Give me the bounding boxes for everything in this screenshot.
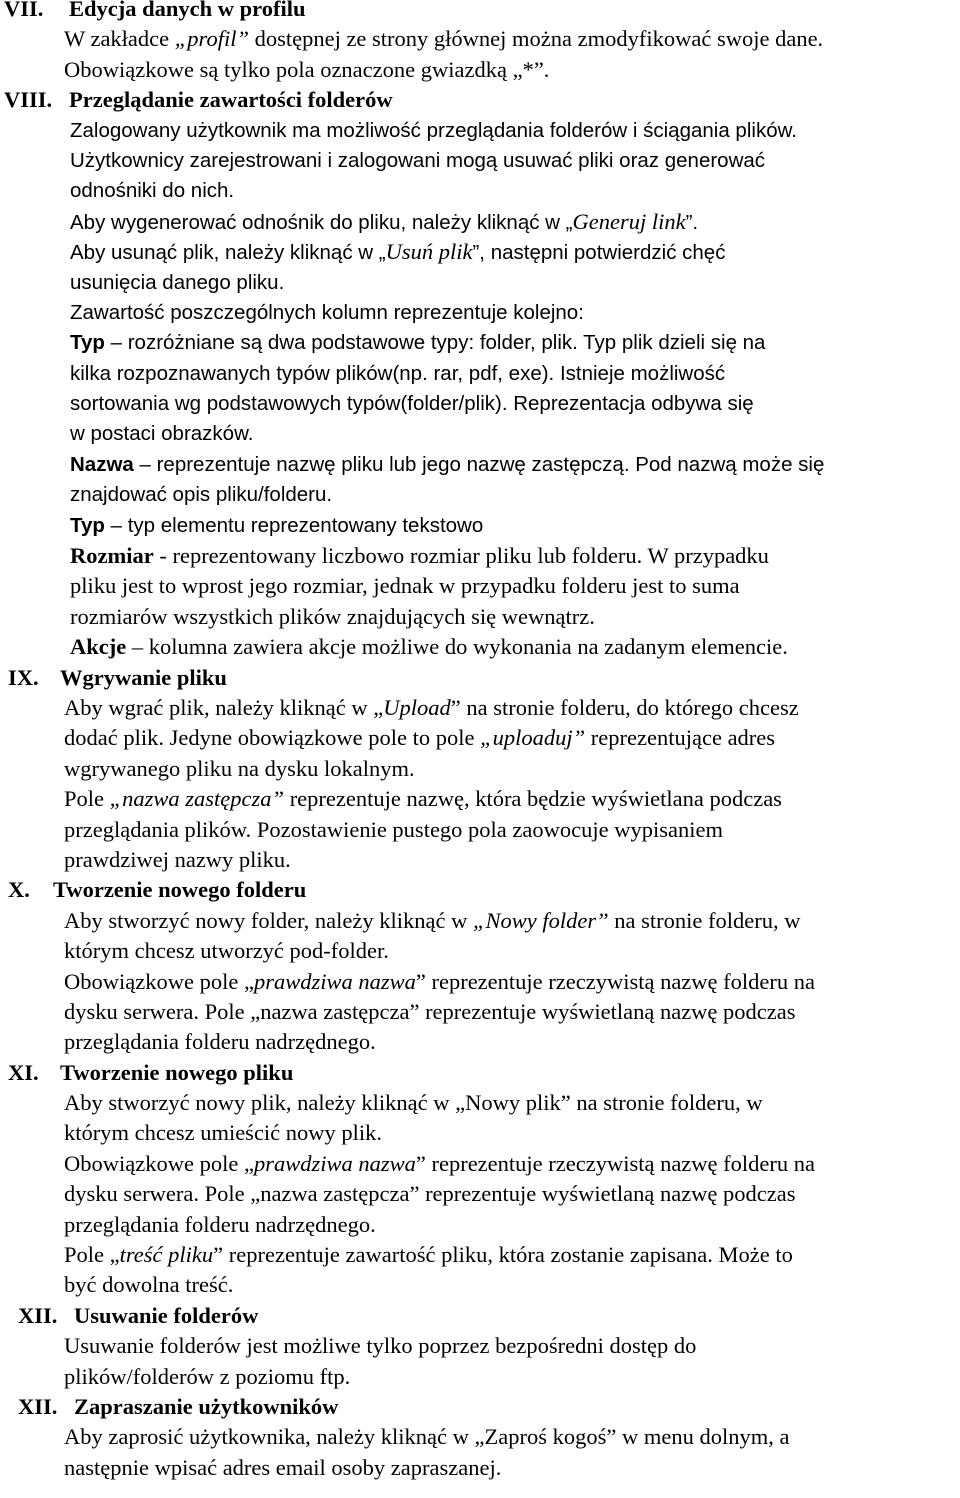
- text: Pole „: [64, 1242, 120, 1268]
- text: reprezentuje nazwę, która będzie wyświetlana podczas: [284, 786, 782, 812]
- text: na stronie folderu, w: [608, 907, 801, 933]
- text: Obowiązkowe pole „: [64, 968, 254, 994]
- paragraph-line: Aby stworzyć nowy plik, należy kliknąć w „Nowy plik” na stronie folderu, w: [64, 1090, 763, 1116]
- paragraph-line: Usuwanie folderów jest możliwe tylko poprzez bezpośredni dostęp do: [64, 1333, 697, 1359]
- paragraph-line: [0, 237, 960, 267]
- section-11-heading: [0, 1058, 960, 1088]
- text: dodać plik. Jedyne obowiązkowe pole to pole: [64, 725, 481, 751]
- paragraph-line: Zawartość poszczególnych kolumn reprezentuje kolejno:: [70, 300, 584, 324]
- paragraph-line: [0, 541, 960, 571]
- section-7-heading: [0, 0, 960, 24]
- emphasis: prawdziwa nazwa: [253, 1150, 416, 1176]
- section-title: Przeglądanie zawartości folderów: [69, 87, 393, 113]
- paragraph-line: dysku serwera. Pole „nazwa zastępcza” reprezentuje wyświetlaną nazwę podczas: [64, 998, 796, 1024]
- section-8-heading: [0, 85, 960, 115]
- text: reprezentujące adres: [585, 725, 776, 751]
- paragraph-line: usunięcia danego pliku.: [70, 270, 285, 294]
- paragraph-line: [0, 632, 960, 662]
- paragraph-line: być dowolna treść.: [64, 1272, 234, 1298]
- section-number: IX.: [8, 664, 39, 690]
- emphasis: „profil”: [174, 26, 249, 52]
- text: – typ elementu reprezentowany tekstowo: [104, 513, 484, 537]
- paragraph-line: dysku serwera. Pole „nazwa zastępcza” reprezentuje wyświetlaną nazwę podczas: [64, 1181, 796, 1207]
- paragraph-line: [0, 693, 960, 723]
- paragraph-line: [0, 207, 960, 237]
- paragraph-line: Użytkownicy zarejestrowani i zalogowani mogą usuwać pliki oraz generować: [70, 148, 766, 172]
- emphasis: prawdziwa nazwa: [253, 968, 416, 994]
- emphasis: „uploaduj”: [480, 725, 586, 751]
- emphasis: treść pliku: [119, 1242, 214, 1268]
- section-title: Tworzenie nowego folderu: [53, 877, 307, 903]
- paragraph-line: Obowiązkowe są tylko pola oznaczone gwiazdką „*”.: [64, 56, 550, 82]
- text: ”, następni potwierdzić chęć: [472, 241, 726, 265]
- text: Aby stworzyć nowy folder, należy kliknąć w: [64, 907, 473, 933]
- emphasis: Generuj link: [572, 208, 686, 234]
- paragraph-line: Aby zaprosić użytkownika, należy kliknąć w „Zaproś kogoś” w menu dolnym, a: [64, 1424, 790, 1450]
- text: Obowiązkowe pole „: [64, 1150, 254, 1176]
- paragraph-line: rozmiarów wszystkich plików znajdujących się wewnątrz.: [70, 603, 595, 629]
- paragraph-line: [0, 1240, 960, 1270]
- paragraph-line: sortowania wg podstawowych typów(folder/plik). Reprezentacja odbywa się: [70, 392, 754, 416]
- text: Pole: [64, 786, 110, 812]
- paragraph-line: plików/folderów z poziomu ftp.: [64, 1363, 351, 1389]
- text: – reprezentuje nazwę pliku lub jego nazwę zastępczą. Pod nazwą może się: [133, 452, 825, 476]
- paragraph-line: znajdować opis pliku/folderu.: [70, 483, 333, 507]
- text: – kolumna zawiera akcje możliwe do wykonania na zadanym elemencie.: [126, 634, 788, 660]
- paragraph-line: w postaci obrazków.: [70, 422, 254, 446]
- section-title: Usuwanie folderów: [74, 1302, 259, 1328]
- text: - reprezentowany liczbowo rozmiar pliku lub folderu. W przypadku: [153, 543, 769, 569]
- text: Aby wgrać plik, należy kliknąć w „: [64, 694, 384, 720]
- text: – rozróżniane są dwa podstawowe typy: folder, plik. Typ plik dzieli się na: [104, 331, 766, 355]
- section-10-heading: [0, 875, 960, 905]
- section-title: Zapraszanie użytkowników: [74, 1393, 339, 1419]
- section-number: VIII.: [4, 87, 53, 113]
- paragraph-line: [0, 967, 960, 997]
- paragraph-line: przeglądania folderu nadrzędnego.: [64, 1029, 376, 1055]
- paragraph-line: odnośniki do nich.: [70, 179, 235, 203]
- section-number: XII.: [18, 1302, 58, 1328]
- text: ” reprezentuje rzeczywistą nazwę folderu na: [415, 1150, 815, 1176]
- term: Akcje: [70, 634, 127, 660]
- paragraph-line: [0, 723, 960, 753]
- section-title: Wgrywanie pliku: [60, 664, 227, 690]
- section-title: Tworzenie nowego pliku: [60, 1059, 294, 1085]
- text: ”.: [685, 210, 699, 234]
- paragraph-line: wgrywanego pliku na dysku lokalnym.: [64, 755, 415, 781]
- section-number: XII.: [18, 1393, 58, 1419]
- paragraph-line: [0, 1149, 960, 1179]
- paragraph-line: którym chcesz umieścić nowy plik.: [64, 1120, 383, 1146]
- paragraph-line: następnie wpisać adres email osoby zapraszanej.: [64, 1454, 502, 1480]
- term: Nazwa: [70, 452, 134, 476]
- section-number: XI.: [8, 1059, 39, 1085]
- text: ” reprezentuje zawartość pliku, która zostanie zapisana. Może to: [213, 1242, 793, 1268]
- paragraph-line: kilka rozpoznawanych typów plików(np. rar, pdf, exe). Istnieje możliwość: [70, 361, 726, 385]
- section-number: X.: [8, 877, 30, 903]
- paragraph-line: [0, 328, 960, 358]
- term: Typ: [70, 331, 105, 355]
- paragraph-line: Zalogowany użytkownik ma możliwość przeglądania folderów i ściągania plików.: [70, 118, 797, 142]
- paragraph-line: przeglądania folderu nadrzędnego.: [64, 1211, 376, 1237]
- section-12-heading: [0, 1301, 960, 1331]
- section-13-heading: [0, 1392, 960, 1422]
- paragraph-line: prawdziwej nazwy pliku.: [64, 846, 291, 872]
- paragraph-line: którym chcesz utworzyć pod-folder.: [64, 938, 389, 964]
- paragraph-line: [0, 511, 960, 541]
- text: ” reprezentuje rzeczywistą nazwę folderu na: [415, 968, 815, 994]
- section-title: Edycja danych w profilu: [69, 0, 306, 21]
- paragraph-line: [0, 784, 960, 814]
- paragraph-line: przeglądania plików. Pozostawienie pustego pola zaowocuje wypisaniem: [64, 816, 723, 842]
- text: Aby usunąć plik, należy kliknąć w „: [70, 241, 386, 265]
- term: Rozmiar: [70, 543, 154, 569]
- text: ” na stronie folderu, do którego chcesz: [450, 694, 799, 720]
- emphasis: Upload: [383, 694, 451, 720]
- section-9-heading: [0, 663, 960, 693]
- paragraph-line: [0, 906, 960, 936]
- emphasis: „nazwa zastępcza”: [109, 786, 285, 812]
- paragraph-line: pliku jest to wprost jego rozmiar, jednak w przypadku folderu jest to suma: [70, 573, 740, 599]
- text: dostępnej ze strony głównej można zmodyfikować swoje dane.: [248, 26, 824, 52]
- text: W zakładce: [64, 26, 175, 52]
- emphasis: Usuń plik: [385, 239, 473, 265]
- paragraph-line: [0, 24, 960, 54]
- paragraph-line: [0, 450, 960, 480]
- term: Typ: [70, 513, 105, 537]
- text: Aby wygenerować odnośnik do pliku, należy kliknąć w „: [70, 210, 573, 234]
- section-number: VII.: [4, 0, 44, 21]
- emphasis: „Nowy folder”: [472, 907, 609, 933]
